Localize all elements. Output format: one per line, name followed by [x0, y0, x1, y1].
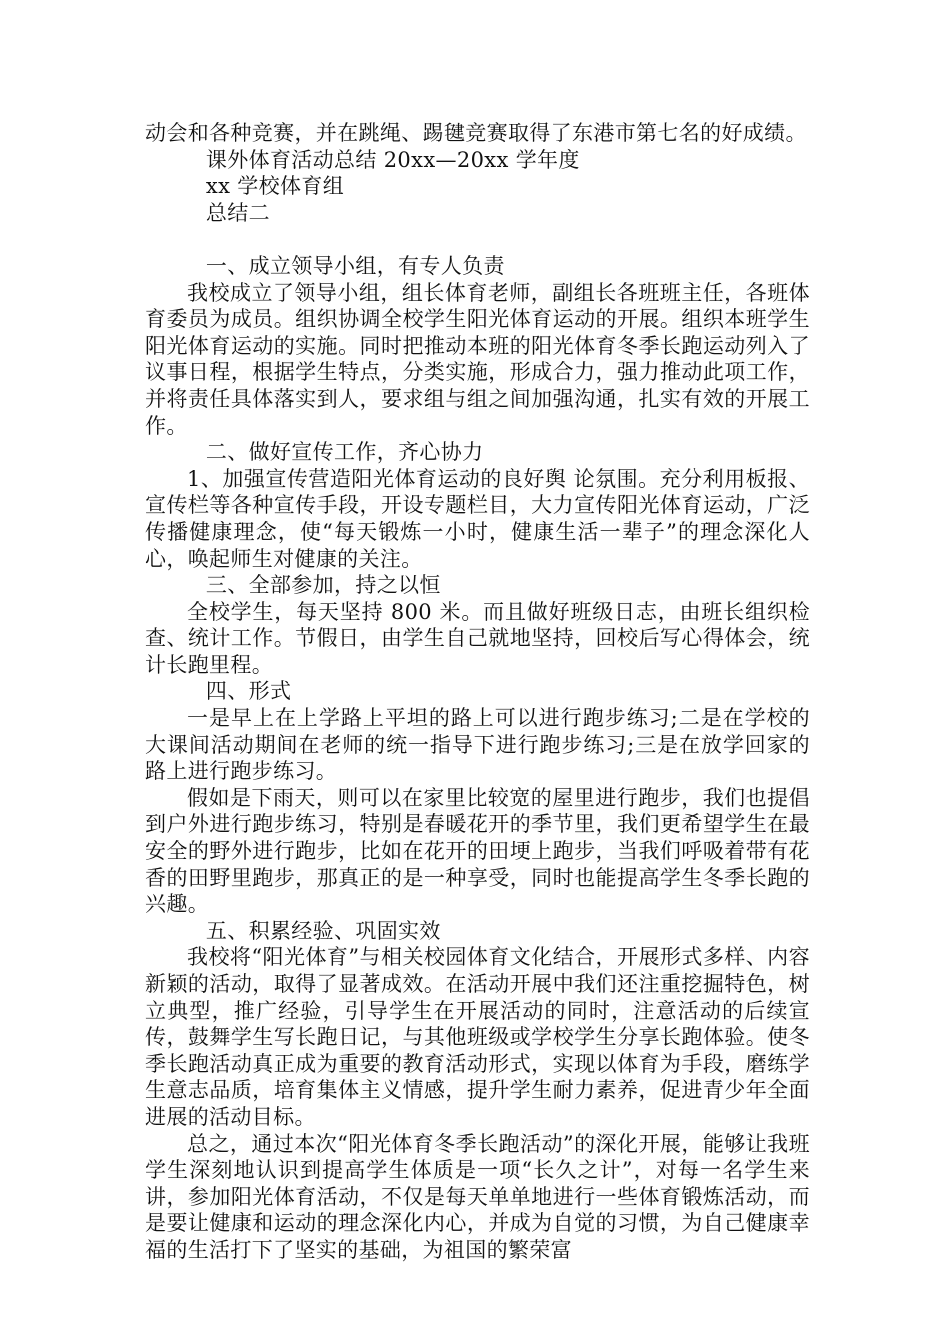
heading-1: 一、成立领导小组，有专人负责	[205, 253, 505, 278]
paragraph-1: 我校成立了领导小组，组长体育老师，副组长各班班主任，各班体育委员为成员。组织协调全校学生阳光体育运动的开展。组织本班学生阳光体育运动的实施。同时把推动本班的阳光体育冬季长跑运动列入了议事日程，根据学生特点，分类实施，形成合力，强力推动此项工作，并将责任具体落实到人，要求组与组之间加强沟通，扎实有效的开展工作。	[145, 280, 810, 438]
section-subtitle: 总结二	[205, 200, 270, 225]
paragraph-7: 总之，通过本次“阳光体育冬季长跑活动”的深化开展，能够让我班学生深刻地认识到提高学生体质是一项“长久之计”，对每一名学生来讲，参加阳光体育活动，不仅是每天单单地进行一些体育锻炼活动，而是要让健康和运动的理念深化内心，并成为自觉的习惯，为自己健康幸福的生活打下了坚实的基础，为祖国的繁荣富	[145, 1131, 810, 1262]
heading-2: 二、做好宣传工作，齐心协力	[205, 440, 484, 465]
paragraph-3: 全校学生，每天坚持 800 米。而且做好班级日志，由班长组织检查、统计工作。节假日，由学生自己就地坚持，回校后写心得体会，统计长跑里程。	[145, 599, 810, 677]
heading-3: 三、全部参加，持之以恒	[205, 573, 441, 598]
paragraph-5: 假如是下雨天，则可以在家里比较宽的屋里进行跑步，我们也提倡到户外进行跑步练习，特别是春暖花开的季节里，我们更希望学生在最安全的野外进行跑步，比如在花开的田埂上跑步，当我们呼吸着带有花香的田野里跑步，那真正的是一种享受，同时也能提高学生冬季长跑的兴趣。	[145, 785, 810, 917]
paragraph-2: 1、加强宣传营造阳光体育运动的良好舆 论氛围。充分利用板报、宣传栏等各种宣传手段，开设专题栏目，大力宣传阳光体育运动，广泛传播健康理念，使“每天锻炼一小时，健康生活一辈子”的理念深化人心，唤起师生对健康的关注。	[145, 466, 810, 571]
blank-line	[145, 226, 810, 253]
document-body	[145, 120, 810, 1264]
paragraph-6: 我校将“阳光体育”与相关校园体育文化结合，开展形式多样、内容新颖的活动，取得了显著成效。在活动开展中我们还注重挖掘特色，树立典型，推广经验，引导学生在开展活动的同时，注意活动的后续宣传，鼓舞学生写长跑日记，与其他班级或学校学生分享长跑体验。使冬季长跑活动真正成为重要的教育活动形式，实现以体育为手段，磨练学生意志品质，培育集体主义情感，提升学生耐力素养，促进青少年全面进展的活动目标。	[145, 945, 810, 1129]
heading-4: 四、形式	[205, 679, 292, 704]
document-title: 课外体育活动总结 20xx—20xx 学年度	[205, 147, 580, 172]
paragraph-continuation: 动会和各种竞赛，并在跳绳、踢毽竞赛取得了东港市第七名的好成绩。	[145, 121, 807, 145]
organization-name: xx 学校体育组	[205, 174, 345, 199]
heading-5: 五、积累经验、巩固实效	[205, 918, 441, 943]
paragraph-4: 一是早上在上学路上平坦的路上可以进行跑步练习;二是在学校的大课间活动期间在老师的统一指导下进行跑步练习;三是在放学回家的路上进行跑步练习。	[145, 706, 810, 784]
